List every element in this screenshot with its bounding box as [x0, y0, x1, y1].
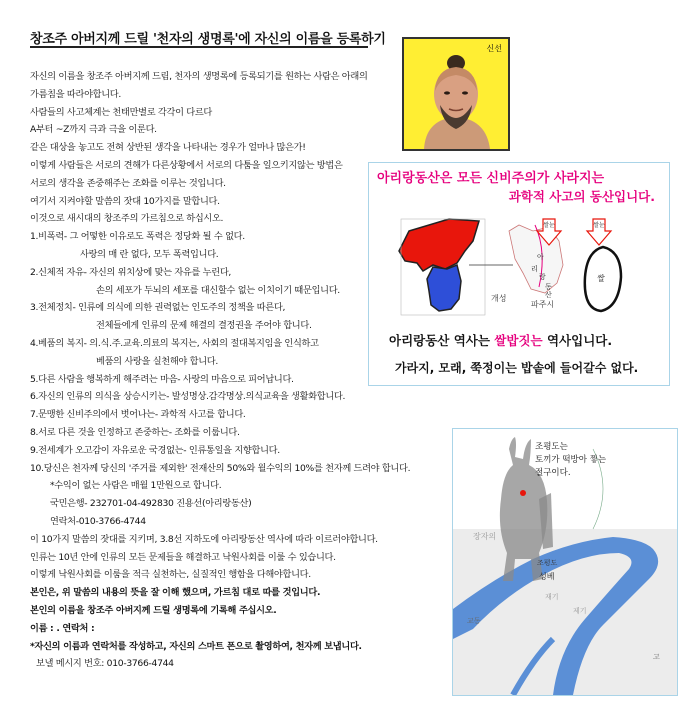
body-line: 연락처-010-3766-4744: [50, 515, 146, 527]
body-line: *수익이 없는 사람은 매월 1만원으로 합니다.: [50, 480, 222, 492]
body-line: 2.신체적 자유- 자신의 위치상에 맞는 자유를 누린다,: [30, 266, 232, 278]
body-line: 베품의 사랑을 실천해야 합니다.: [96, 355, 218, 367]
rice-label-2: 쌀눈: [593, 222, 605, 229]
arirang-panel: [368, 162, 670, 386]
body-line: 손의 세포가 두뇌의 세포를 대신할수 없는 이치이기 때문입니다.: [96, 284, 340, 296]
body-line: 사랑의 매 란 없다, 모두 폭력입니다.: [80, 248, 219, 260]
body-line: 8.서로 다른 것을 인정하고 존중하는- 조화를 이룹니다.: [30, 426, 240, 438]
document-title: 창조주 아버지께 드릴 '천자의 생명록'에 자신의 이름을 등록하기: [30, 32, 386, 47]
body-line: 이 10가지 말씀의 잣대를 지키며, 3.8선 지하도에 아리랑동산 역사에 따라 이르러야합니다.: [30, 533, 378, 545]
body-line: 서로의 생각을 존중해주는 조화를 이루는 것입니다.: [30, 177, 226, 189]
paju-label: 파주시: [531, 300, 555, 309]
body-line: 4.베품의 복지- 의.식.주.교육.의료의 복지는, 사회의 절대복지임을 인식하고: [30, 337, 319, 349]
footer1-text-a: 아리랑동산 역사는: [389, 333, 495, 348]
body-line: 5.다른 사람을 행복하게 해주려는 마음- 사랑의 마음으로 피어납니다.: [30, 373, 294, 385]
map-label-jangja: 장자의: [473, 532, 497, 541]
ari-4: 동: [545, 283, 552, 291]
rice-grain-label: 쌀: [597, 274, 605, 283]
body-line: 1.비폭력- 그 어떻한 이유로도 폭력은 정당화 될 수 없다.: [30, 231, 245, 243]
panel-heading-line2: 과학적 사고의 동산입니다.: [508, 189, 655, 204]
gaeseong-label: 개성: [491, 294, 507, 303]
korea-map-diagram: [369, 211, 669, 331]
body-line: *자신의 이름과 연락처를 작성하고, 자신의 스마트 폰으로 촬영하여, 천자께 보냅니다.: [30, 640, 362, 652]
body-line: 가름침을 따라야합니다.: [30, 88, 121, 100]
rabbit-eye: [520, 490, 526, 496]
panel-footer-line2: 가라지, 모래, 쭉정이는 밥솥에 들어갈수 없다.: [395, 361, 639, 375]
body-line: A부터 ~Z까지 극과 극을 이룬다.: [30, 124, 157, 136]
ari-2: 리: [531, 265, 538, 273]
map-label-jaeki: 재기: [545, 593, 559, 601]
body-line: 이것으로 새시대의 창조주의 가르침으로 하십시오.: [30, 213, 224, 225]
body-line: 같은 대상을 놓고도 전혀 상반된 생각을 나타내는 경우가 얼마나 많은가!: [30, 142, 306, 154]
body-line: 이름 : . 연락처 :: [30, 622, 95, 634]
body-line: 3.전체정치- 인류에 의식에 의한 권력없는 인도주의 정책을 따른다,: [30, 302, 286, 314]
jopyeongdo-map: [452, 428, 678, 696]
body-line: 7.문맹한 신비주의에서 벗어나는- 과학적 사고를 합니다.: [30, 409, 246, 421]
map-label-kyo: 교동: [467, 617, 481, 625]
footer1-highlight: 쌀밥짓는: [494, 333, 543, 348]
portrait-illustration: [404, 39, 508, 149]
map-label-seongbe: 성베: [539, 572, 555, 581]
ari-1: 아: [537, 253, 544, 261]
map-label-jopyeongdo: 조평도: [537, 559, 558, 567]
north-korea-shape: [399, 219, 479, 271]
body-line: 6.자신의 인류의 의식을 상승시키는- 발성명상.감각명상.의식교육을 생활화합니다.: [30, 391, 346, 403]
body-line: 10.당신은 천자께 당신의 '주거를 제외한' 전재산의 50%와 월수익의 10%를 천자께 드려야 합니다.: [30, 462, 411, 474]
map-label-road: 고: [653, 653, 660, 661]
body-line: 이렇게 사람들은 서로의 견해가 다른상황에서 서로의 다툼을 일으키지않는 방법은: [30, 159, 343, 171]
map-caption-line: 절구이다.: [535, 468, 571, 478]
body-line: 보낼 메시지 번호: 010-3766-4744: [36, 658, 174, 670]
body-line: 국민은행- 232701-04-492830 진용선(아리랑동산): [50, 498, 252, 510]
rice-label-1: 쌀눈: [543, 222, 555, 229]
portrait-label: 신선: [486, 44, 502, 53]
body-line: 9.전세계가 오고감이 자유로운 국경없는- 인류통일을 지향합니다.: [30, 444, 280, 456]
body-line: 자신의 이름을 창조주 아버지께 드림, 천자의 생명록에 등록되기를 원하는 사람은 아래의: [30, 71, 368, 82]
body-line: 이렇게 낙원사회를 이룸을 적극 실천하는, 실질적인 행함을 다해야합니다.: [30, 569, 311, 581]
body-line: 인류는 10년 안에 인류의 모든 문제들을 해결하고 낙원사회를 이룰 수 있습니다.: [30, 551, 336, 563]
map-caption: [535, 441, 606, 480]
body-line: 본인의 이름을 창조주 아버지께 드릴 생명록에 기록해 주십시오.: [30, 604, 277, 616]
title-underline: [30, 46, 368, 48]
south-korea-shape: [427, 265, 461, 311]
body-line: 여기서 지켜야할 말씀의 잣대 10가지를 말합니다.: [30, 195, 220, 207]
ari-3: 랑: [539, 273, 546, 281]
body-line: 사람들의 사고체계는 천태만별로 각각이 다르다: [30, 106, 212, 118]
map-caption-line: 조평도는: [535, 442, 568, 452]
portrait-photo: [402, 37, 510, 151]
body-line: 본인은, 위 말씀의 내용의 뜻을 잘 이해 했으며, 가르침 대로 따를 것입니다.: [30, 587, 321, 599]
ari-5: 산: [545, 291, 552, 299]
map-caption-line: 토끼가 떡방아 찧는: [535, 455, 607, 465]
panel-heading-line1: 아리랑동산은 모든 신비주의가 사라지는: [377, 171, 605, 186]
footer1-text-b: 역사입니다.: [542, 333, 613, 348]
body-line: 전체들에게 인류의 문제 해결의 결정권을 주어야 합니다.: [96, 320, 312, 332]
panel-footer-line1: [389, 331, 612, 349]
map-label-jeok: 제기: [573, 607, 587, 615]
